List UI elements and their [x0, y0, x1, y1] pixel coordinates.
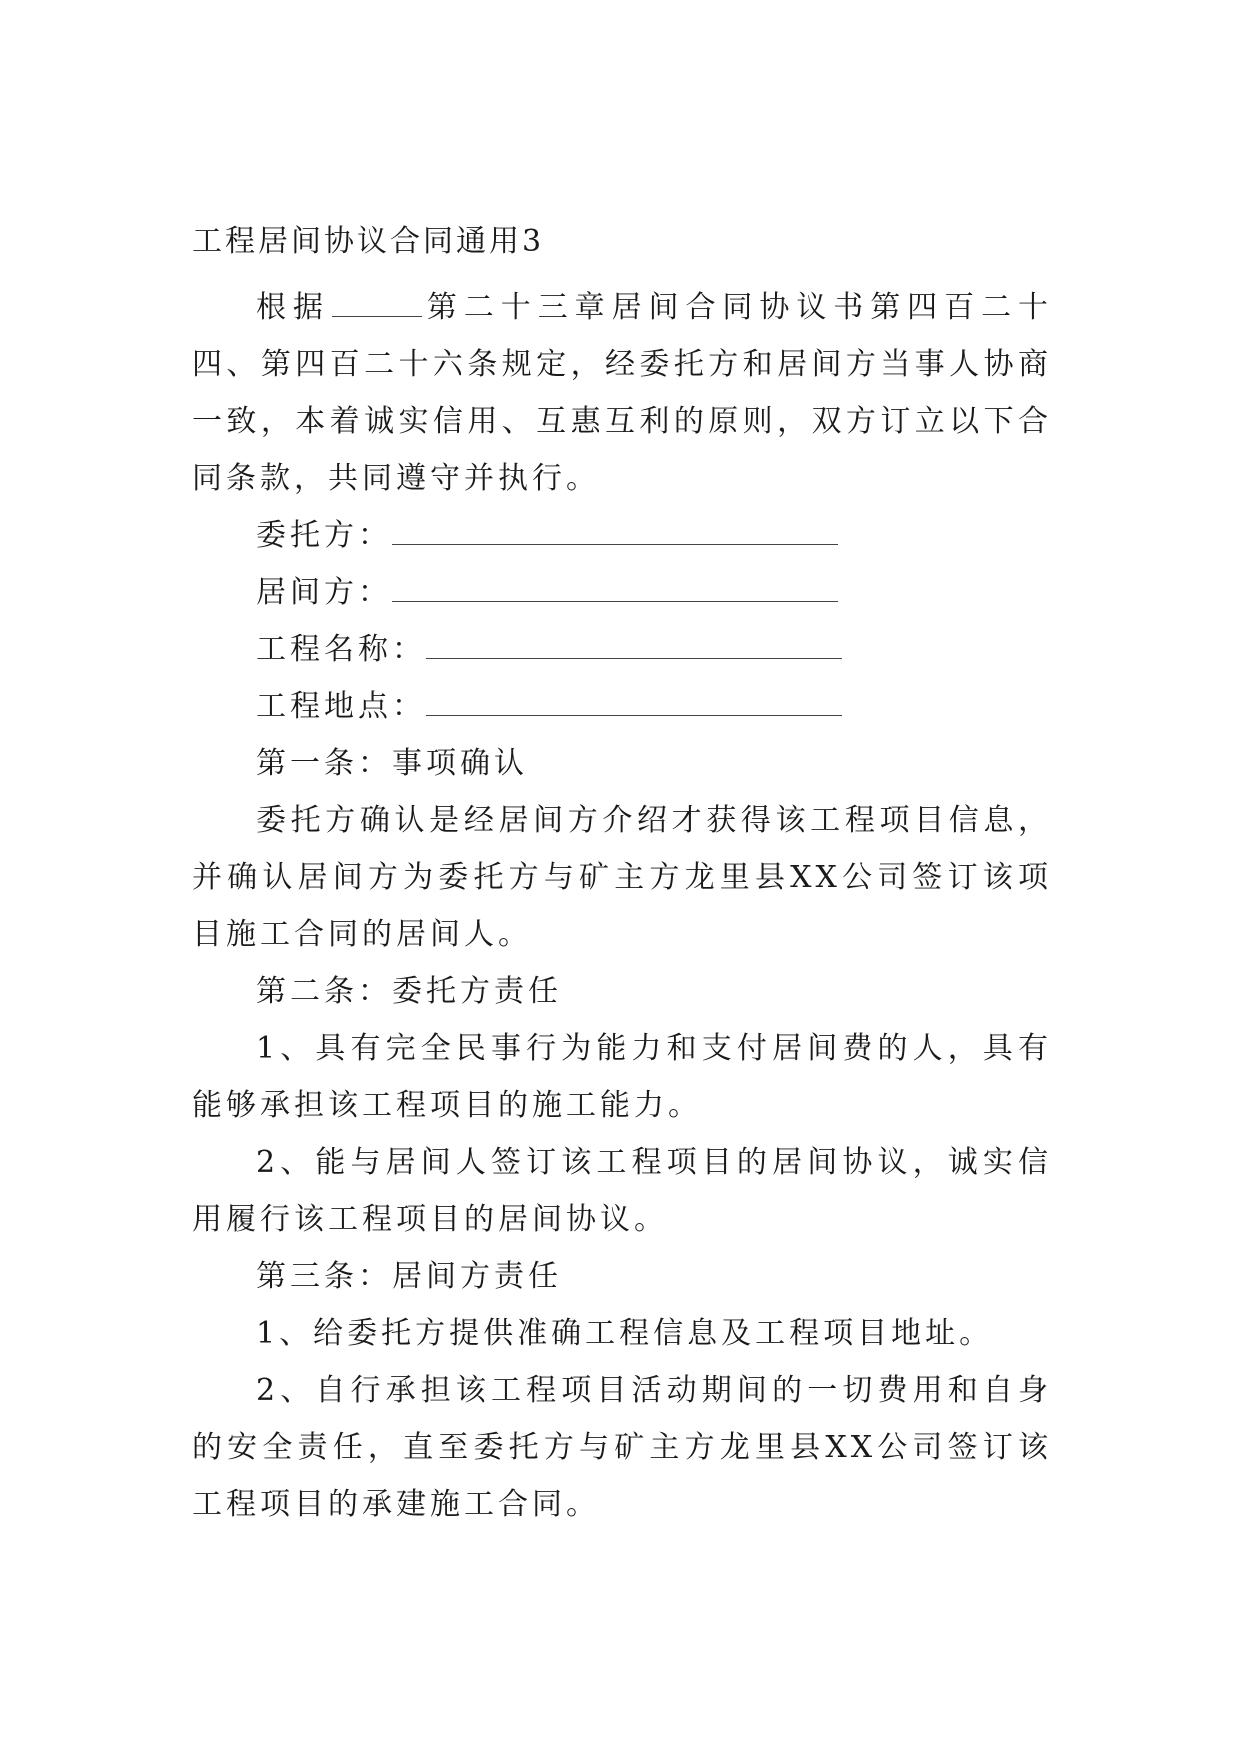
document-title: 工程居间协议合同通用3 [192, 224, 545, 259]
article3-item2: 2、自行承担该工程项目活动期间的一切费用和自身的安全责任，直至委托方与矿主方龙里县XX公司签订该工程项目的承建施工合同。 [192, 1373, 1052, 1522]
article2-item1: 1、具有完全民事行为能力和支付居间费的人，具有能够承担该工程项目的施工能力。 [192, 1031, 1052, 1123]
field-project-location-blank[interactable] [426, 695, 842, 716]
article3-item1: 1、给委托方提供准确工程信息及工程项目地址。 [256, 1316, 994, 1351]
field-intermediary [192, 564, 1052, 621]
field-project-location-label: 工程地点： [256, 689, 426, 724]
intro-blank[interactable] [332, 296, 422, 317]
article2-item2: 2、能与居间人签订该工程项目的居间协议，诚实信用履行该工程项目的居间协议。 [192, 1145, 1052, 1237]
article1-heading: 第一条：事项确认 [256, 746, 528, 781]
article1-text: 委托方确认是经居间方介绍才获得该工程项目信息，并确认居间方为委托方与矿主方龙里县XX公司签订该项目施工合同的居间人。 [192, 803, 1052, 952]
field-principal-blank[interactable] [392, 524, 838, 545]
field-project-name-blank[interactable] [426, 638, 842, 659]
field-project-location [192, 678, 1052, 735]
intro-prefix: 根据 [256, 290, 330, 325]
article2-heading: 第二条：委托方责任 [256, 974, 562, 1009]
field-intermediary-blank[interactable] [392, 581, 838, 602]
article3-heading: 第三条：居间方责任 [256, 1259, 562, 1294]
document-page [192, 222, 1052, 1533]
field-project-name-label: 工程名称： [256, 632, 426, 667]
field-principal-label: 委托方： [256, 518, 392, 553]
field-principal [192, 507, 1052, 564]
field-intermediary-label: 居间方： [256, 575, 392, 610]
field-project-name [192, 621, 1052, 678]
intro-paragraph [192, 279, 1052, 507]
intro-suffix: 第二十三章居间合同协议书第四百二十四、第四百二十六条规定，经委托方和居间方当事人协商一致，本着诚实信用、互惠互利的原则，双方订立以下合同条款，共同遵守并执行。 [192, 290, 1053, 496]
